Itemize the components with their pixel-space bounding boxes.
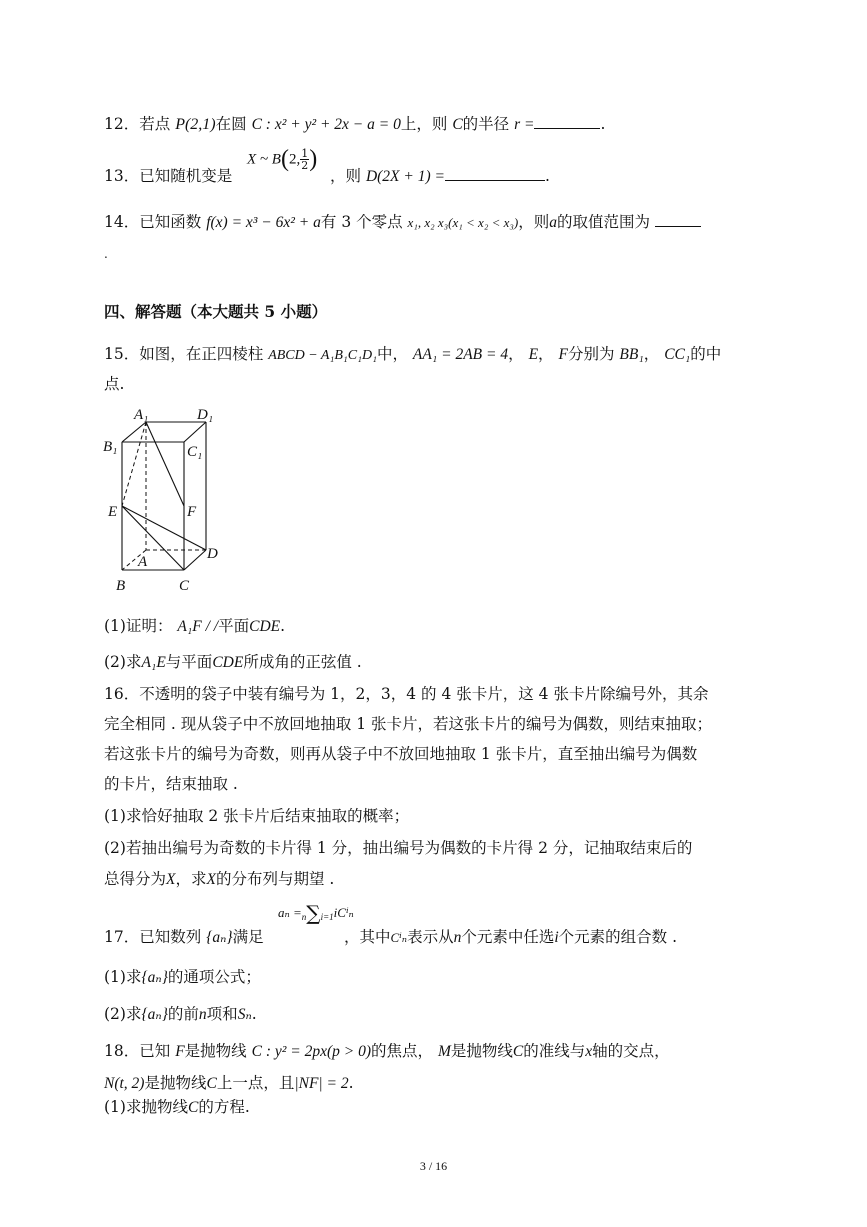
question-15: 15．如图，在正四棱柱 ABCD − A₁B₁C₁D₁中， AA₁ = 2AB = 4， E， F分别为 BB₁， CC₁的中 — [104, 345, 722, 363]
question-16-line2: 完全相同 . 现从袋子中不放回地抽取 1 张卡片，若这张卡片的编号为偶数，则结束抽取； — [104, 715, 712, 733]
prism-name: ABCD − A₁B₁C₁D₁ — [268, 348, 377, 363]
question-17: 17．已知数列 {aₙ}满足 — [104, 928, 264, 946]
length-condition: AA₁ = 2AB = 4 — [412, 346, 509, 363]
answer-blank[interactable] — [655, 212, 701, 227]
question-17-part1: (1)求{aₙ}的通项公式； — [104, 968, 261, 986]
answer-blank[interactable] — [534, 114, 600, 129]
question-16-line4: 的卡片，结束抽取 . — [104, 775, 238, 793]
label-b: B — [116, 578, 126, 594]
label-a1: A₁ — [134, 407, 149, 423]
answer-blank[interactable] — [445, 166, 545, 181]
question-18-part1: (1)求抛物线C的方程. — [104, 1098, 250, 1116]
question-17-part2: (2)求{aₙ}的前n项和Sₙ. — [104, 1005, 257, 1023]
label-b1: B₁ — [103, 439, 118, 455]
summation-symbol: n∑i=1 — [301, 901, 334, 925]
variance-expression: D(2X + 1) = — [365, 168, 445, 185]
segment-ec — [122, 506, 184, 570]
label-c1: C₁ — [187, 444, 203, 460]
edge-c1d1 — [184, 422, 206, 442]
question-18-line2: N(t, 2)是抛物线C上一点，且|NF| = 2. — [104, 1074, 354, 1092]
binomial-distribution: X ~ B(2, $\frac{1}{2}$ ) — [247, 146, 318, 172]
circle-equation: C : x² + y² + 2x − a = 0 — [251, 116, 401, 133]
label-d: D — [207, 546, 218, 562]
label-a: A — [138, 554, 148, 570]
edge-a1b1 — [122, 422, 146, 442]
question-16-part2-line2: 总得分为X，求X的分布列与期望 . — [104, 870, 335, 888]
question-15-line2: 点. — [104, 375, 125, 393]
question-16-part2-line1: (2)若抽出编号为奇数的卡片得 1 分，抽出编号为偶数的卡片得 2 分，记抽取结束后的 — [104, 839, 693, 857]
label-f: F — [187, 504, 197, 520]
question-16-part1: (1)求恰好抽取 2 张卡片后结束抽取的概率； — [104, 807, 410, 825]
question-16-line1: 16．不透明的袋子中装有编号为 1，2，3，4 的 4 张卡片，这 4 张卡片除编号外，其余 — [104, 685, 709, 703]
question-14-end: . — [104, 247, 108, 261]
question-14: 14．已知函数 f(x) = x³ − 6x² + a有 3 个零点 x₁, x₂ x₃(x₁ < x₂ < x₃)，则a的取值范围为 — [104, 212, 701, 233]
label-d1: D₁ — [197, 407, 214, 423]
label-c: C — [179, 578, 190, 594]
question-13: 13．已知随机变是 — [104, 167, 233, 185]
section-title: 四、解答题（本大题共 5 小题） — [104, 302, 328, 321]
edge-cd — [184, 550, 206, 570]
page-number: 3 / 16 — [419, 1159, 448, 1173]
hidden-segment-a1e — [122, 422, 146, 506]
zeros-expression: x₁, x₂ x₃(x₁ < x₂ < x₃) — [407, 215, 519, 230]
question-15-part2: (2)求A₁E与平面CDE所成角的正弦值 . — [104, 653, 362, 671]
question-16-line3: 若这张卡片的编号为奇数，则再从袋子中不放回地抽取 1 张卡片，直至抽出编号为偶数 — [104, 745, 698, 763]
prism-figure — [100, 400, 240, 600]
segment-a1f — [146, 422, 184, 506]
label-e: E — [108, 504, 118, 520]
fraction-one-half: $\frac{1}{2}$ — [301, 147, 309, 172]
sequence-formula: aₙ =n∑i=1iCⁱₙ — [278, 901, 354, 925]
question-17-tail: ，其中Cⁱₙ表示从n个元素中任选i个元素的组合数 . — [344, 928, 678, 946]
function-expression: f(x) = x³ − 6x² + a — [206, 214, 321, 231]
parabola-equation: C : y² = 2px(p > 0) — [251, 1043, 372, 1060]
question-18: 18．已知 F是抛物线 C : y² = 2px(p > 0)的焦点， M是抛物线C的准线与x轴的交点， — [104, 1042, 670, 1060]
question-12: 12．若点 P(2,1)在圆 C : x² + y² + 2x − a = 0上，则 C的半径 r = . — [104, 115, 606, 133]
question-13-tail: ，则 D(2X + 1) = . — [330, 167, 550, 185]
question-15-part1: (1)证明： A₁F / /平面CDE. — [104, 617, 286, 635]
point-p: P(2,1) — [175, 116, 216, 133]
